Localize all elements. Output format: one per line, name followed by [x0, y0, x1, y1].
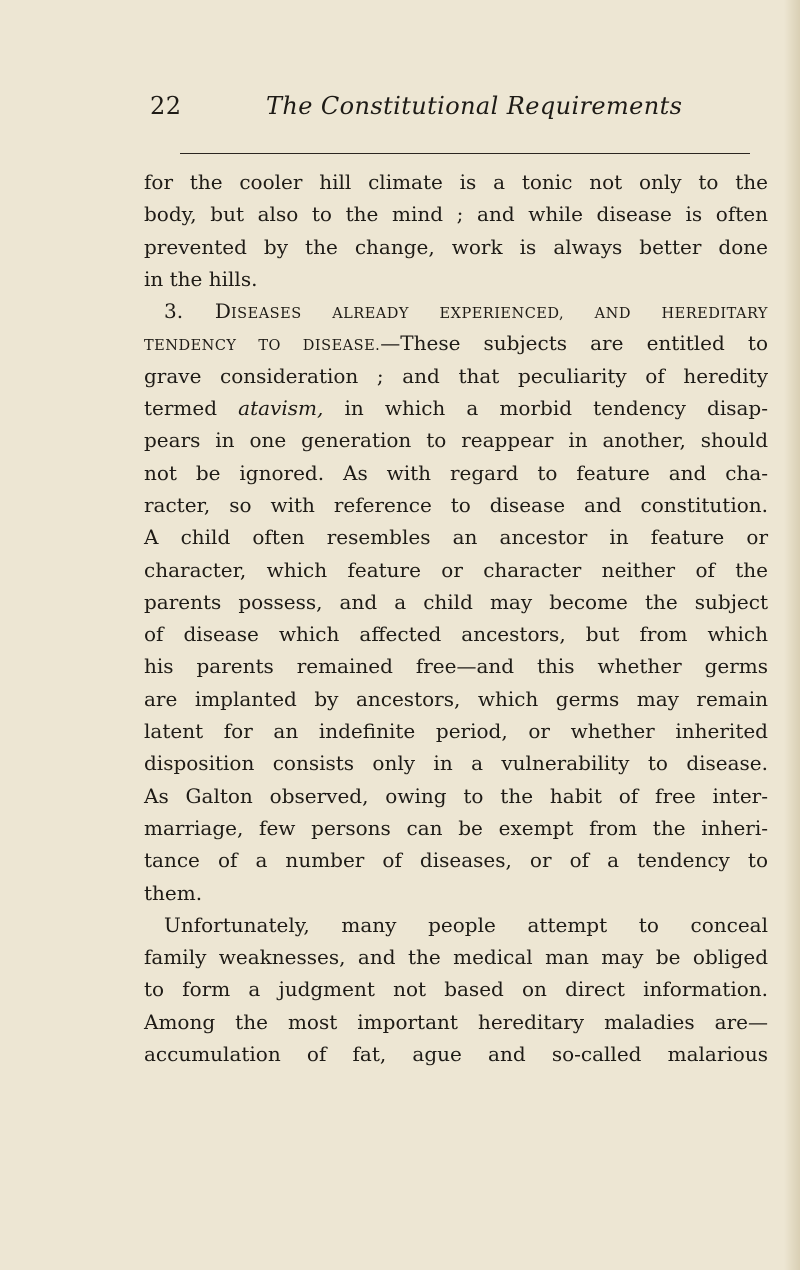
- text-line: [144, 327, 768, 359]
- page-edge-shadow: [784, 0, 800, 1270]
- text-line: his parents remained free—and this whether germs: [144, 654, 768, 679]
- text-line: Among the most important hereditary maladies are—: [144, 1009, 768, 1034]
- text-line: latent for an indefinite period, or whether inherited: [144, 719, 768, 744]
- section-heading-line: [144, 295, 768, 327]
- text-line: family weaknesses, and the medical man may be obliged: [144, 945, 768, 970]
- text-line: them.: [144, 880, 203, 905]
- text-line: in the hills.: [144, 266, 258, 291]
- text-line: of disease which affected ancestors, but from which: [144, 622, 768, 647]
- section-heading-initial: D: [214, 299, 231, 324]
- text-line: disposition consists only in a vulnerability to disease.: [144, 751, 768, 776]
- text-line: racter, so with reference to disease and constitution.: [144, 492, 768, 517]
- text-line: marriage, few persons can be exempt from the inheri-: [144, 815, 768, 840]
- text-line: to form a judgment not based on direct information.: [144, 977, 768, 1002]
- text-span: in which a morbid tendency disap-: [323, 396, 768, 421]
- text-line: prevented by the change, work is always better done: [144, 234, 768, 259]
- text-line: grave consideration ; and that peculiarity of heredity: [144, 363, 768, 388]
- text-line: pears in one generation to reappear in another, should: [144, 428, 768, 453]
- section-heading: ISEASES ALREADY EXPERIENCED, AND HEREDITARY: [230, 306, 768, 323]
- page-header: [150, 92, 750, 132]
- text-line: parents possess, and a child may become the subject: [144, 589, 768, 614]
- text-span: —These subjects are entitled to: [380, 331, 768, 356]
- text-line: character, which feature or character neither of the: [144, 557, 768, 582]
- text-line: not be ignored. As with regard to feature and cha-: [144, 460, 768, 485]
- text-line: are implanted by ancestors, which germs may remain: [144, 686, 768, 711]
- italic-term: atavism,: [238, 396, 324, 421]
- text-line: accumulation of fat, ague and so-called malarious: [144, 1042, 768, 1067]
- text-line: Unfortunately, many people attempt to conceal: [164, 912, 768, 937]
- text-line: A child often resembles an ancestor in feature or: [144, 525, 768, 550]
- text-line: [144, 392, 768, 424]
- running-title: The Constitutional Requirements: [266, 92, 683, 120]
- text-line: for the cooler hill climate is a tonic not only to the: [144, 170, 768, 194]
- text-line: body, but also to the mind ; and while disease is often: [144, 202, 768, 227]
- header-rule: [180, 153, 750, 154]
- section-heading-cont: TENDENCY TO DISEASE.: [144, 338, 381, 355]
- body-text: [144, 166, 768, 1070]
- section-number: 3.: [164, 299, 215, 324]
- page-number: 22: [150, 92, 182, 120]
- text-line: tance of a number of diseases, or of a tendency to: [144, 848, 768, 873]
- text-line: As Galton observed, owing to the habit of free inter-: [144, 783, 768, 808]
- text-span: termed: [144, 396, 239, 421]
